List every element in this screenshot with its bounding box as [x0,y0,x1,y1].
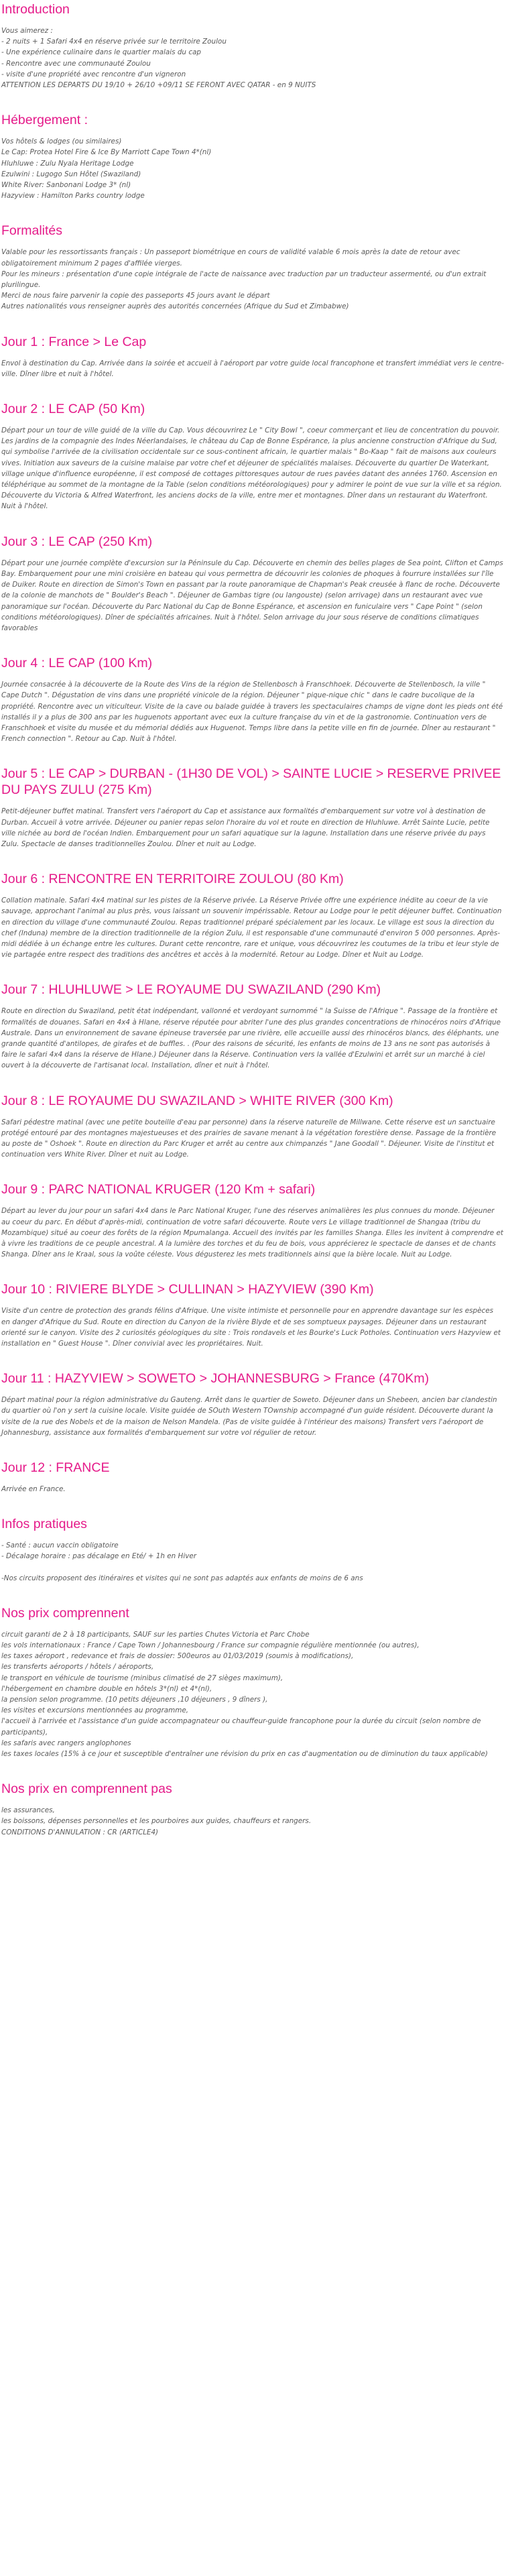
formalities-line: Autres nationalités vous renseigner auprès des autorités concernées (Afrique du Sud et Zimbabwe) [1,302,349,311]
practical-line: - Décalage horaire : pas décalage en Eté/ + 1h en Hiver [1,1552,197,1561]
day-title: Jour 5 : LE CAP > DURBAN - (1H30 DE VOL) > SAINTE LUCIE > RESERVE PRIVEE DU PAYS ZULU (275 Km) [1,766,501,798]
included-line: les taxes locales (15% à ce jour et susceptible d'entraîner une révision du prix en cas d'augmentation ou de diminution du taux applicable) [1,1750,488,1759]
formalities-line: Valable pour les ressortissants français : Un passeport biométrique en cours de validité valable 6 mois après la date de retour avec obligatoirement minimum 2 pages d'affilée vierges. [1,248,460,268]
day-title: Jour 6 : RENCONTRE EN TERRITOIRE ZOULOU (80 Km) [1,872,344,887]
intro-line: Vous aimerez : [1,27,53,35]
formalities-lines [1,247,504,312]
hotel-line: Ezulwini : Lugogo Sun Hôtel (Swaziland) [1,170,141,178]
day-text: Visite d'un centre de protection des grands félins d'Afrique. Une visite intimiste et personnelle pour en apprendre davantage sur les espèces en danger d'Afrique du Sud. Route en direction du Canyon de la rivière Blyde et de ses somptueux paysages. Déjeuner dans un restaurant orienté sur le canyon. Visite des 2 curiosités géologiques du site : Trois rondavels et les Bourke's Luck Potholes. Continuation vers Hazyview et installation en " Guest House ". Dîner convivial avec les propriétaires. Nuit. [1,1307,501,1348]
day-9-section [1,1180,504,1260]
included-line: les safaris avec rangers anglophones [1,1739,131,1747]
day-text: Route en direction du Swaziland, petit état indépendant, vallonné et verdoyant surnommé " la Suisse de l'Afrique ". Passage de la frontière et formalités de douanes. Safari en 4x4 à Hlane, réserve réputée pour abriter l'une des plus grandes concentrations de rhinocéros noirs d'Afrique Australe. Dans un environnement de savane épineuse traversée par une rivière, elle accueille aussi des rhinocéros blancs, des éléphants, une grande quantité d'antilopes, de girafes et de buffles. . (Pour des raisons de sécurité, les enfants de moins de 13 ans ne sont pas autorisés à faire le safari 4x4 dans la réserve de Hlane.) Déjeuner dans la Réserve. Continuation vers la vallée d'Ezulwini et arrêt sur un marché à ciel ouvert à la découverte de l'artisanat local. Installation, dîner et nuit à l'hôtel. [1,1007,501,1070]
included-line: les transferts aéroports / hôtels / aéroports, [1,1663,154,1672]
day-text: Safari pédestre matinal (avec une petite bouteille d'eau par personne) dans la réserve naturelle de Millwane. Cette réserve est un sanctuaire protégé entouré par des montagnes majestueuses et des prairies de savane menant à la végétation forestière dense. Passage de la frontière au poste de " Oshoek ". Route en direction du Parc Kruger et arrêt au centre aux chimpanzés " Jane Goodall ". Déjeuner. Visite de l'institut et continuation vers White River. Dîner et nuit au Lodge. [1,1118,497,1159]
intro-line: - visite d'une propriété avec rencontre d'un vigneron [1,70,186,78]
included-lines [1,1629,504,1759]
day-title: Jour 8 : LE ROYAUME DU SWAZILAND > WHITE RIVER (300 Km) [1,1093,393,1108]
included-line: la pension selon programme. (10 petits déjeuners ,10 déjeuners , 9 dîners ), [1,1696,268,1704]
day-12-section [1,1458,504,1495]
day-title: Jour 9 : PARC NATIONAL KRUGER (120 Km + safari) [1,1182,316,1197]
day-text: Arrivée en France. [1,1485,66,1494]
day-title: Jour 2 : LE CAP (50 Km) [1,402,145,417]
hotel-line: Le Cap: Protea Hotel Fire & Ice By Marriott Cape Town 4*(nl) [1,148,212,157]
included-title: Nos prix comprennent [1,1605,129,1621]
included-line: l'hébergement en chambre double en hôtels 3*(nl) et 4*(nl), [1,1684,212,1693]
day-text: Départ matinal pour la région administrative du Gauteng. Arrêt dans le quartier de Soweto. Déjeuner dans un Shebeen, ancien bar clandestin du quartier où l'on y sert la cuisine locale. Visite guidée de SOuth Western TOwnship accompagné d'un guide résident. Découverte durant la visite de la rue des Nobels et de la maison de Nelson Mandela. (Pas de visite guidée à l'intérieur des maisons) Transfert vers l'aéroport de Johannesburg, assistance aux formalités d'embarquement sur votre vol régulier de retour. [1,1396,497,1437]
formalities-section [1,221,504,312]
intro-line: - Une expérience culinaire dans le quartier malais du cap [1,48,201,57]
intro-section [1,0,504,91]
spacer [1,1562,504,1573]
practical-section [1,1515,504,1584]
hotels-title: Hébergement : [1,113,88,128]
formalities-line: Pour les mineurs : présentation d'une copie intégrale de l'acte de naissance avec traduction par un traducteur assermenté, ou d'un extrait plurilingue. [1,270,487,290]
included-line: le transport en véhicule de tourisme (minibus climatisé de 27 sièges maximum), [1,1674,283,1682]
hotel-line: Vos hôtels & lodges (ou similaires) [1,137,122,146]
practical-title: Infos pratiques [1,1517,87,1532]
day-text: Départ pour une journée complète d'excursion sur la Péninsule du Cap. Découverte en chemin des belles plages de Sea point, Clifton et Camps Bay. Embarquement pour une mini croisière en bateau qui vous permettra de découvrir les colonies de phoques à fourrure installées sur l'île de Duiker. Route en direction de Simon's Town en passant par la route panoramique de Chapman's Peak creusée à flanc de roche. Découverte de la colonie de manchots de " Boulder's Beach ". Déjeuner de Gambas tigre (ou langouste) (selon arrivage) dans un restaurant avec vue panoramique sur l'océan. Découverte du Parc National du Cap de Bonne Espérance, et ascension en funiculaire vers " Cape Point " (selon conditions météorologiques). Dîner de spécialités africaines. Nuit à l'hôtel. Selon arrivage du jour sous réserve de conditions climatiques favorables [1,559,503,632]
intro-line: - Rencontre avec une communauté Zoulou [1,59,151,68]
day-10-section [1,1280,504,1349]
day-text: Journée consacrée à la découverte de la Route des Vins de la région de Stellenbosch à Franschhoek. Découverte de Stellenbosch, la ville " Cape Dutch ". Dégustation de vins dans une propriété vinicole de la région. Déjeuner " pique-nique chic " dans le cadre bucolique de la propriété. Rencontre avec un viticulteur. Visite de la cave ou balade guidée à travers les spectaculaires champs de vigne dont les pieds ont été installés il y a plus de 300 ans par les huguenots apportant avec eux la culture française du vin et de la gastronomie. Continuation vers de Franschhoek et visite du musée et du mémorial dédiés aux Huguenot. Temps libre dans la petite ville en fin de journée. Dîner au restaurant " French connection ". Retour au Cap. Nuit à l'hôtel. [1,681,503,744]
practical-line: -Nos circuits proposent des itinéraires et visites qui ne sont pas adaptés aux enfants de moins de 6 ans [1,1574,363,1582]
day-3-section [1,532,504,634]
intro-line: - 2 nuits + 1 Safari 4x4 en réserve privée sur le territoire Zoulou [1,38,227,46]
hotels-lines [1,136,504,201]
intro-title: Introduction [1,2,70,17]
excluded-line: les assurances, [1,1806,55,1815]
day-5-section [1,764,504,850]
included-line: circuit garanti de 2 à 18 participants, SAUF sur les parties Chutes Victoria et Parc Chobe [1,1630,310,1639]
day-6-section [1,870,504,960]
day-text: Collation matinale. Safari 4x4 matinal sur les pistes de la Réserve privée. La Réserve Privée offre une expérience inédite au coeur de la vie sauvage, approchant l'animal au plus près, vous laissant un souvenir impérissable. Retour au Lodge pour le petit déjeuner buffet. Continuation en direction du village d'une communauté Zoulou. Repas traditionnel préparé spécialement par les locaux. Le village est sous la direction du chef (Induna) membre de la direction traditionnelle de la région Zulu, il est responsable d'une communauté d'environ 5 000 personnes. Après-midi dédiée à un échange entre les cultures. Durant cette rencontre, rare et unique, vous découvrirez les coutumes de la tribu et leur style de vie partagée entre respect des traditions des ancêtres et accès à la modernité. Retour au Lodge. Dîner et Nuit au Lodge. [1,896,502,959]
hotels-section [1,111,504,201]
day-title: Jour 3 : LE CAP (250 Km) [1,534,153,549]
day-text: Départ pour un tour de ville guidé de la ville du Cap. Vous découvrirez Le " City Bowl ", coeur commerçant et lieu de concentration du pouvoir. Les jardins de la compagnie des Indes Néerlandaises, le château du Cap de Bonne Espérance, la plus ancienne construction d'Afrique du Sud, qui symbolise l'arrivée de la civilisation occidentale sur ce sous-continent africain, le quartier malais " Bo-Kaap " fait de maisons aux couleurs vives. Initiation aux saveurs de la cuisine malaise par votre chef et déjeuner de spécialités malaises. Découverte du quartier De Waterkant, village unique d'influence européenne, il est composé de cottages pittoresques autour de rues pavées datant des années 1760. Ascension en téléphérique au sommet de la montagne de la Table (selon conditions météorologiques) pour y admirer le point de vue sur la ville et sa région. Découverte du Victoria & Alfred Waterfront, les anciens docks de la ville, entre mer et montagnes. Dîner dans un restaurant du Waterfront. Nuit à l'hôtel. [1,426,502,511]
day-text: Envol à destination du Cap. Arrivée dans la soirée et accueil à l'aéroport par votre guide local francophone et transfert immédiat vers le centre-ville. Dîner libre et nuit à l'hôtel. [1,359,504,378]
included-line: les vols internationaux : France / Cape Town / Johannesbourg / France sur compagnie régulière mentionnée (ou autres), [1,1641,420,1650]
excluded-section [1,1779,504,1838]
day-title: Jour 7 : HLUHLUWE > LE ROYAUME DU SWAZILAND (290 Km) [1,982,381,998]
included-line: l'accueil à l'arrivée et l'assistance d'un guide accompagnateur ou chauffeur-guide francophone pour la durée du circuit (selon nombre de participants), [1,1717,481,1737]
day-7-section [1,980,504,1071]
hotel-line: Hluhluwe : Zulu Nyala Heritage Lodge [1,159,134,168]
included-line: les taxes aéroport , redevance et frais de dossier: 500euros au 01/03/2019 (soumis à modifications), [1,1652,354,1661]
day-title: Jour 10 : RIVIERE BLYDE > CULLINAN > HAZYVIEW (390 Km) [1,1282,374,1297]
included-line: les visites et excursions mentionnées au programme, [1,1706,189,1715]
day-4-section [1,654,504,744]
day-8-section [1,1092,504,1161]
intro-lines [1,25,504,91]
intro-line: ATTENTION LES DEPARTS DU 19/10 + 26/10 +09/11 SE FERONT AVEC QATAR - en 9 NUITS [1,81,316,90]
day-text: Petit-déjeuner buffet matinal. Transfert vers l'aéroport du Cap et assistance aux formalités d'embarquement sur votre vol à destination de Durban. Accueil à votre arrivée. Déjeuner ou panier repas selon l'horaire du vol et route en direction de Hluhluwe. Arrêt Sainte Lucie, petite ville nichée au bord de l'océan Indien. Embarquement pour un safari aquatique sur la lagune. Installation dans une réserve privée du pays Zulu. Spectacle de danses traditionnelles Zoulou. Dîner et nuit au Lodge. [1,807,490,848]
day-11-section [1,1369,504,1438]
included-section [1,1604,504,1759]
cancellation-conditions: CONDITIONS D'ANNULATION : CR (ARTICLE4) [1,1828,159,1836]
day-title: Jour 12 : FRANCE [1,1460,110,1476]
excluded-title: Nos prix en comprennent pas [1,1781,172,1797]
practical-line: - Santé : aucun vaccin obligatoire [1,1541,119,1550]
day-title: Jour 1 : France > Le Cap [1,334,147,349]
day-title: Jour 11 : HAZYVIEW > SOWETO > JOHANNESBURG > France (470Km) [1,1371,430,1387]
day-2-section [1,400,504,512]
excluded-line: les boissons, dépenses personnelles et les pourboires aux guides, chauffeurs et rangers. [1,1817,312,1826]
hotel-line: White River: Sanbonani Lodge 3* (nl) [1,181,131,190]
formalities-line: Merci de nous faire parvenir la copie des passeports 45 jours avant le départ [1,292,270,300]
excluded-lines [1,1805,504,1826]
day-1-section [1,333,504,379]
day-title: Jour 4 : LE CAP (100 Km) [1,656,153,671]
day-text: Départ au lever du jour pour un safari 4x4 dans le Parc National Kruger, l'une des réserves animalières les plus connues du monde. Déjeuner au coeur du parc. En début d'après-midi, continuation de votre safari découverte. Route vers Le village traditionnel de Shangaa (tribu du Mozambique) situé au coeur des forêts de la région Mpumalanga. Accueil des invités par les familles Shanga. Elles les invitent à comprendre et à vivre les traditions de ce peuple ancestral. A la lumière des torches et du feu de bois, vous apprécierez le spectacle de danses et de chants Shanga. Dîner ans le Kraal, sous la voûte céleste. Vous dégusterez les mets traditionnels ainsi que la bière locale. Nuit au Lodge. [1,1207,503,1259]
formalities-title: Formalités [1,223,63,239]
hotel-line: Hazyview : Hamilton Parks country lodge [1,192,145,200]
practical-lines [1,1540,504,1584]
